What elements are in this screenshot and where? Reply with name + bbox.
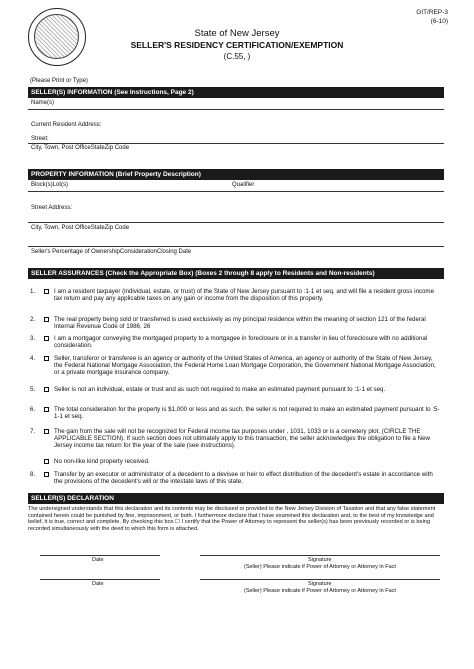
signature-field-1[interactable]: [200, 555, 440, 556]
assurance-text: I am a mortgagor conveying the mortgaged property to a mortgagee in foreclosure or in a transfer in lieu of foreclosure with no additional consideration.: [54, 335, 428, 350]
assurance-checkbox[interactable]: [44, 407, 49, 412]
assurance-text: The total consideration for the property is $1,000 or less and as such, the seller is not required to make an estimated payment pursuant to :5-1-1 et seq.: [54, 406, 440, 421]
assurance-checkbox[interactable]: [44, 317, 49, 322]
street-field[interactable]: [28, 143, 444, 144]
assurance-text: No non-like kind property received.: [54, 458, 150, 465]
ownership-field[interactable]: [28, 246, 444, 247]
assurance-checkbox[interactable]: [44, 472, 49, 477]
qualifier-label: Qualifier: [232, 182, 255, 188]
declaration-text: The undersigned understands that this declaration and its contents may be disclosed or provided to the New Jersey Division of Taxation and that any false statement contained herein could be punished by fine, imprisonment, or both. I furthermore declare that I have examined this declaration and, to the best of my knowledge and belief, it is true, correct and complete. By checking this box ☐ I certify that the Power of Attorney to represent the seller(s) has been previously recorded or is being recorded simultaneously with the deed to which this form is attached.: [28, 506, 436, 532]
assurance-number: 5.: [30, 386, 36, 393]
signature-note-2: (Seller) Please indicate if Power of Attorney or Attorney in Fact: [244, 588, 396, 594]
names-label: Name(s): [31, 100, 55, 106]
declaration-heading: SELLER(S) DECLARATION: [28, 493, 444, 504]
assurance-checkbox[interactable]: [44, 336, 49, 341]
assurance-text: Seller, transferor or transferee is an agency or authority of the United States of America, an agency or authority of the State of New Jersey, the Federal National Mortgage Association, the Federal Home Loan Mortgage Corporation, the Government National Mortgage Association, or a private mortgage insurance company.: [54, 355, 436, 377]
assurance-checkbox[interactable]: [44, 459, 49, 464]
block-lot-label: Block(s)Lot(s): [31, 182, 69, 188]
form-number: GIT/REP-3: [416, 9, 448, 16]
assurance-number: 8.: [30, 471, 36, 478]
property-street-field[interactable]: [28, 222, 444, 223]
signature-label-2: Signature: [308, 581, 332, 587]
assurance-checkbox[interactable]: [44, 356, 49, 361]
ownership-label: Seller's Percentage of OwnershipConsiderationClosing Date: [31, 249, 192, 255]
address-label: Current Resident Address:: [31, 122, 102, 128]
assurance-number: 7.: [30, 428, 36, 435]
names-field[interactable]: [28, 109, 444, 110]
print-note: (Please Print or Type): [30, 78, 88, 84]
assurance-text: The gain from the sale will not be recognized for Federal income tax purposes under , 1031, 1033 or is a cemetery plot. (CIRCLE THE APPLICABLE SECTION). If such section does not ultimately apply to this transaction, the seller acknowledges the obligation to file a New Jersey income tax return for the year of the sale (see instructions).: [54, 428, 430, 450]
form-title: SELLER'S RESIDENCY CERTIFICATION/EXEMPTION: [130, 40, 344, 50]
block-lot-field[interactable]: [28, 191, 444, 192]
street-label: Street:: [31, 136, 49, 142]
assurance-checkbox[interactable]: [44, 429, 49, 434]
property-info-heading: PROPERTY INFORMATION (Brief Property Description): [28, 169, 444, 180]
assurance-checkbox[interactable]: [44, 387, 49, 392]
assurance-number: 2.: [30, 316, 36, 323]
property-city-label: City, Town, Post OfficeStateZip Code: [31, 225, 130, 231]
assurance-text: Transfer by an executor or administrator of a decedent to a devisee or heir to effect distribution of the decedent's estate in accordance with the provisions of the decedent's will or the intestate laws of this state.: [54, 471, 433, 486]
date-field-1[interactable]: [40, 555, 160, 556]
assurance-number: 3.: [30, 335, 36, 342]
date-label-1: Date: [92, 557, 104, 563]
seller-info-heading: SELLER(S) INFORMATION (See Instructions, Page 2): [28, 87, 444, 98]
seller-city-label: City, Town, Post OfficeStateZip Code: [31, 145, 130, 151]
signature-note-1: (Seller) Please indicate if Power of Attorney or Attorney in Fact: [244, 564, 396, 570]
form-date: (6-10): [430, 18, 448, 25]
assurance-number: 4.: [30, 355, 36, 362]
signature-label-1: Signature: [308, 557, 332, 563]
assurance-text: Seller is not an individual, estate or trust and as such not required to make an estimated payment pursuant to :1-1 et seq.: [54, 386, 386, 393]
date-field-2[interactable]: [40, 579, 160, 580]
property-street-label: Street Address:: [31, 205, 73, 211]
form-citation: (C.55, ): [223, 52, 251, 61]
assurance-text: I am a resident taxpayer (individual, estate, or trust) of the State of New Jersey pursuant to :1-1 et seq. and will file a resident gross income tax return and pay any applicable taxes on any gain or income from the disposition of this property.: [54, 288, 435, 303]
assurance-text: The real property being sold or transferred is used exclusively as my principal residence within the meaning of section 121 of the federal Internal Revenue Code of 1986, 26: [54, 316, 426, 331]
assurance-number: 6.: [30, 406, 36, 413]
state-name: State of New Jersey: [194, 28, 280, 39]
signature-field-2[interactable]: [200, 579, 440, 580]
date-label-2: Date: [92, 581, 104, 587]
assurance-number: 1.: [30, 288, 36, 295]
assurance-checkbox[interactable]: [44, 289, 49, 294]
form-number-block: [416, 8, 448, 26]
assurances-heading: SELLER ASSURANCES (Check the Appropriate Box) (Boxes 2 through 8 apply to Residents and Non-residents): [28, 268, 444, 279]
